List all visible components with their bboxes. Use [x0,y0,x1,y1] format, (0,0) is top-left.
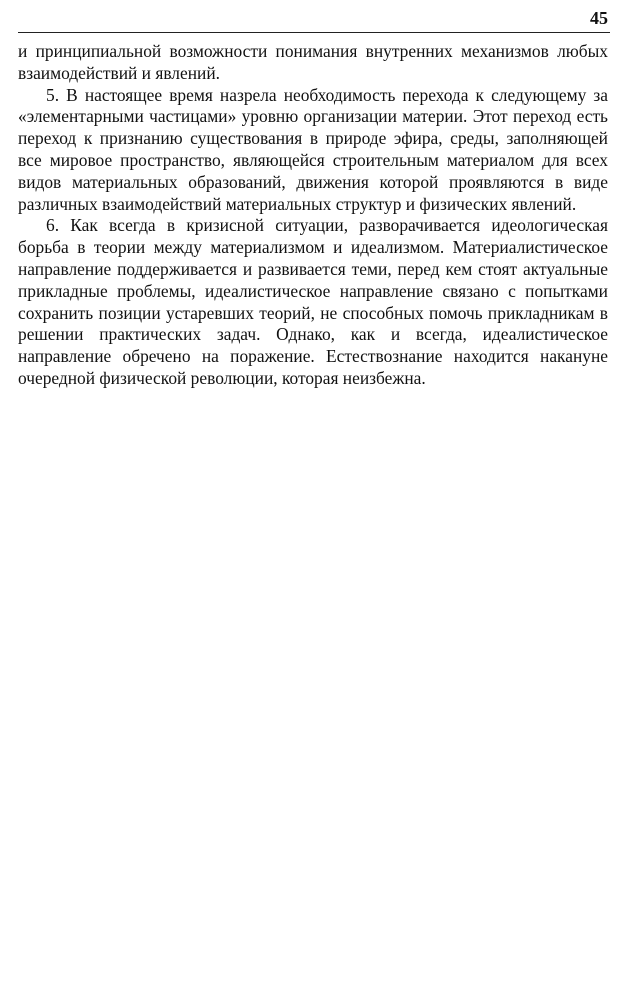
page-header [18,6,610,33]
page-number: 45 [590,8,608,28]
paragraph-point-6: 6. Как всегда в кризисной ситуации, разворачивается идеологическая борьба в теории между материализмом и идеализмом. Материалистическое направление поддерживается и развивается теми, перед кем стоят актуальные прикладные проблемы, идеалистическое направление связано с попытками сохранить позиции устаревших теорий, не способных помочь прикладникам в решении практических задач. Однако, как и всегда, идеалистическое направление обречено на поражение. Естествознание находится накануне очередной физической революции, которая неизбежна. [18,215,608,388]
page-body [18,41,608,390]
paragraph-point-5: 5. В настоящее время назрела необходимость перехода к следующему за «элементарными частицами» уровню организации материи. Этот переход есть переход к признанию существования в природе эфира, среды, заполняющей все мировое пространство, являющейся строительным материалом для всех видов материальных образований, движения которой проявляются в виде различных взаимодействий материальных структур и физических явлений. [18,84,608,214]
paragraph-continuation: и принципиальной возможности понимания внутренних механизмов любых взаимодействий и явлений. [18,41,608,83]
